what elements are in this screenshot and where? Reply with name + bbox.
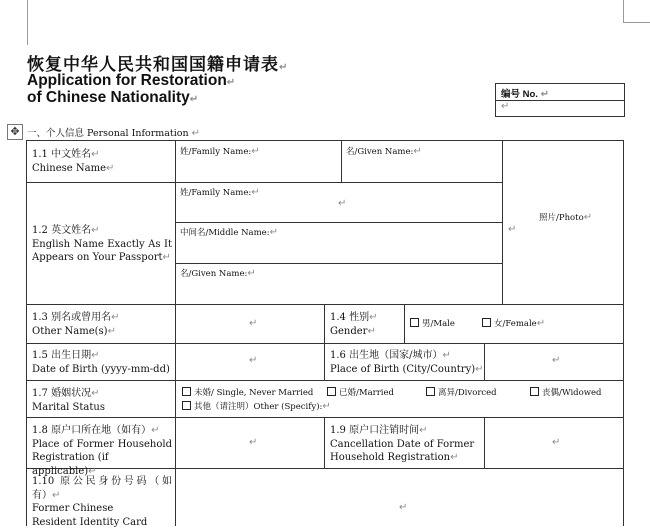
photo-area[interactable]: 照片/Photo↵ [539,212,593,223]
chinese-family-name-field[interactable]: 姓/Family Name:↵ [180,146,260,157]
col-line [175,140,176,304]
col-line [484,417,485,468]
label-english-name: 1.2 英文姓名↵ English Name Exactly As It Appears on Your Passport↵ [32,225,172,263]
col-line [484,343,485,380]
row-line [26,380,624,381]
application-number-label: 编号 No. ↵ [501,89,549,100]
label-marital-status: 1.7 婚姻状况↵ Marital Status [32,388,105,413]
table-top [26,140,624,141]
application-number-divider [496,100,624,101]
cancellation-date-field[interactable]: ↵ [552,437,561,448]
gender-male-checkbox[interactable]: 男/Male [410,318,455,330]
other-names-field[interactable]: ↵ [249,318,258,329]
row-line [26,182,502,183]
gender-female-checkbox[interactable]: 女/Female↵ [482,318,545,330]
crop-mark-top-right-v [623,0,624,22]
marital-widowed-checkbox[interactable]: 丧偶/Widowed [530,387,601,399]
english-given-name-field[interactable]: 名/Given Name:↵ [180,268,256,279]
former-id-card-field[interactable]: ↵ [399,502,408,513]
title-english-line2: of Chinese Nationality↵ [27,89,199,106]
label-former-household: 1.8 原户口所在地（如有）↵ Place of Former Household Registration (if applicable)↵ [32,425,172,477]
title-chinese: 恢复中华人民共和国国籍申请表↵ [27,55,289,75]
label-other-names: 1.3 别名或曾用名↵ Other Name(s)↵ [32,312,120,337]
marital-divorced-checkbox[interactable]: 离异/Divorced [426,387,497,399]
label-former-id-card: 1.10 原公民身份号码（如 有）↵ Former Chinese Resident Identity Card [32,476,172,528]
application-number-field[interactable]: ↵ [501,101,510,112]
marital-other-checkbox[interactable]: 其他（请注明）Other (Specify):↵ [182,401,331,413]
col-line [502,140,503,304]
application-number-box [495,83,625,117]
col-line [175,304,176,526]
row-line [26,304,624,305]
label-place-of-birth: 1.6 出生地（国家/城市）↵ Place of Birth (City/Country)↵ [330,350,484,375]
english-family-name-value: ↵ [338,198,347,209]
row-line [26,417,624,418]
english-family-name-field[interactable]: 姓/Family Name:↵ [180,187,260,198]
row-line [175,263,502,264]
col-line [324,417,325,468]
label-gender: 1.4 性别↵ Gender↵ [330,312,378,337]
col-line [324,304,325,380]
row-line [26,343,624,344]
former-household-field[interactable]: ↵ [249,437,258,448]
label-date-of-birth: 1.5 出生日期↵ Date of Birth (yyyy-mm-dd) [32,350,170,375]
title-english-line1: Application for Restoration↵ [27,72,236,89]
chinese-given-name-field[interactable]: 名/Given Name:↵ [346,146,422,157]
crop-mark-top-left [27,0,28,45]
photo-area-mark: ↵ [508,224,517,235]
section-title: 一、个人信息 Personal Information ↵ [27,128,201,139]
marital-married-checkbox[interactable]: 已婚/Married [327,387,394,399]
col-line [404,304,405,343]
marital-single-checkbox[interactable]: 未婚/ Single, Never Married [182,387,313,399]
english-middle-name-field[interactable]: 中间名/Middle Name:↵ [180,227,278,238]
label-chinese-name: 1.1 中文姓名↵ Chinese Name↵ [32,149,115,174]
table-move-handle-icon[interactable]: ✥ [7,124,23,140]
date-of-birth-field[interactable]: ↵ [249,355,258,366]
row-line [175,222,502,223]
crop-mark-top-right-h [623,22,650,23]
col-line [341,140,342,182]
label-cancellation-date: 1.9 原户口注销时间↵ Cancellation Date of Former Household Registration↵ [330,425,475,463]
place-of-birth-field[interactable]: ↵ [552,355,561,366]
